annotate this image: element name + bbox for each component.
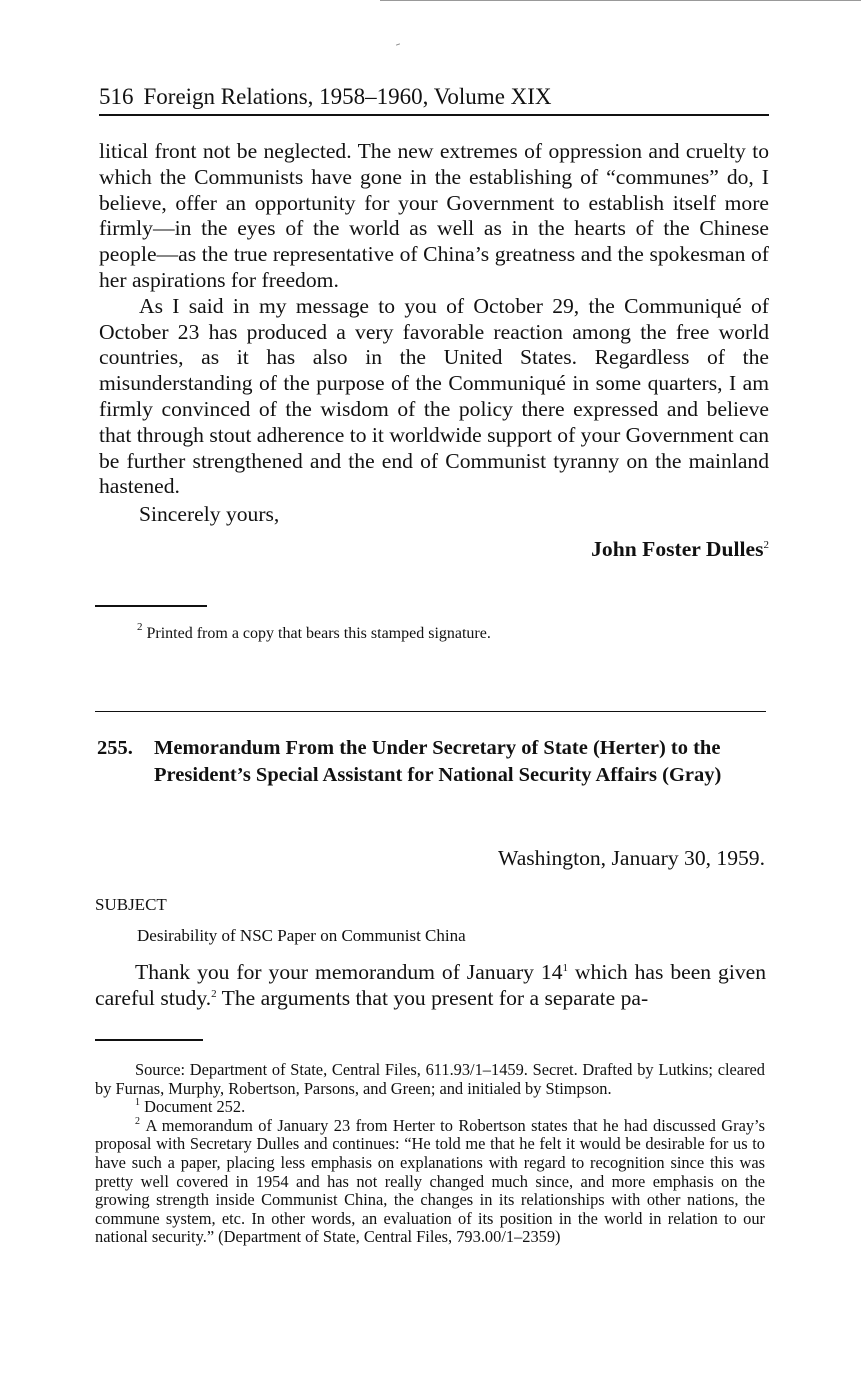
letter-paragraph-1: litical front not be neglected. The new extremes of oppression and cruelty to which the Communists have gone in the establishing of “communes” do, I believe, offer an opportunity for your Government to establish itself more firmly—in the eyes of the world as well as in the hearts of the Chinese people—as the true representative of China’s greatness and the spokesman of her aspirations for freedom. <box>99 139 769 292</box>
memo-text-3: The arguments that you present for a separate pa- <box>216 985 649 1010</box>
dateline: Washington, January 30, 1959. <box>498 846 765 870</box>
footnote-2-marker: 2 <box>135 1115 140 1127</box>
letter-footnote <box>137 621 491 643</box>
footnote-marker: 2 <box>137 621 143 633</box>
source-note: Source: Department of State, Central Files, 611.93/1–1459. Secret. Drafted by Lutkins; cleared by Furnas, Murphy, Robertson, Parsons, and Green; and initialed by Stimpson. <box>95 1060 765 1098</box>
subject-label: SUBJECT <box>95 895 167 914</box>
scan-top-edge <box>380 0 861 1</box>
publication-title: Foreign Relations, 1958–1960, Volume XIX <box>143 84 552 109</box>
memo-ref-2: 2 <box>211 987 217 1000</box>
footnote-2-text: A memorandum of January 23 from Herter to Robertson states that he had discussed Gray’s proposal with Secretary Dulles and continues: “He told me that he felt it would be desirable for us to have such a paper, placing less emphasis on explanations with regard to recognition since this was pretty well covered in 1954 and has not really changed much since, and more emphasis on the growing strength inside Communist China, the changes in its relationships with other nations, the commune system, etc. In other words, an evaluation of its position in the world in relation to our national security.” (Department of State, Central Files, 793.00/1–2359) <box>95 1115 765 1247</box>
memo-footnotes <box>95 1061 765 1247</box>
signature-footnote-ref: 2 <box>763 539 769 551</box>
memo-footnote-divider <box>95 1039 203 1041</box>
running-head <box>99 80 769 116</box>
footnote-text: Printed from a copy that bears this stamped signature. <box>146 625 491 642</box>
letter-body <box>99 139 769 500</box>
letter-signature <box>591 536 769 562</box>
memo-paragraph <box>95 960 766 1012</box>
signature-name: John Foster Dulles <box>591 537 764 561</box>
footnote-1-text: Document 252. <box>144 1097 246 1117</box>
memo-body <box>95 960 766 1012</box>
subject-text: Desirability of NSC Paper on Communist China <box>137 926 466 945</box>
document-number: 255. <box>97 737 133 759</box>
letter-paragraph-2: As I said in my message to you of October 29, the Communiqué of October 23 has produced a very favorable reaction among the free world countries, as it has also in the United States. Regardless of the misunderstanding of the purpose of the Communiqué in some quarters, I am firmly convinced of the wisdom of the policy there expressed and believe that through stout adherence to it worldwide support of your Government can be further strengthened and the end of Communist tyranny on the mainland hastened. <box>99 293 769 499</box>
footnote-2 <box>95 1117 765 1247</box>
footnote-1 <box>95 1098 765 1117</box>
letter-closing: Sincerely yours, <box>139 502 280 526</box>
footnote-1-marker: 1 <box>135 1097 140 1109</box>
section-divider <box>95 711 766 712</box>
scan-mark <box>396 43 400 45</box>
page-number: 516 <box>99 84 134 109</box>
footnote-divider <box>95 605 207 607</box>
memo-ref-1: 1 <box>562 962 568 974</box>
memo-text-2: which has been given careful study. <box>95 960 767 1010</box>
document-title: Memorandum From the Under Secretary of State (Herter) to the President’s Special Assistant for National Security Affairs (Gray) <box>154 737 722 786</box>
memo-text-1: Thank you for your memorandum of January 14 <box>135 960 563 984</box>
